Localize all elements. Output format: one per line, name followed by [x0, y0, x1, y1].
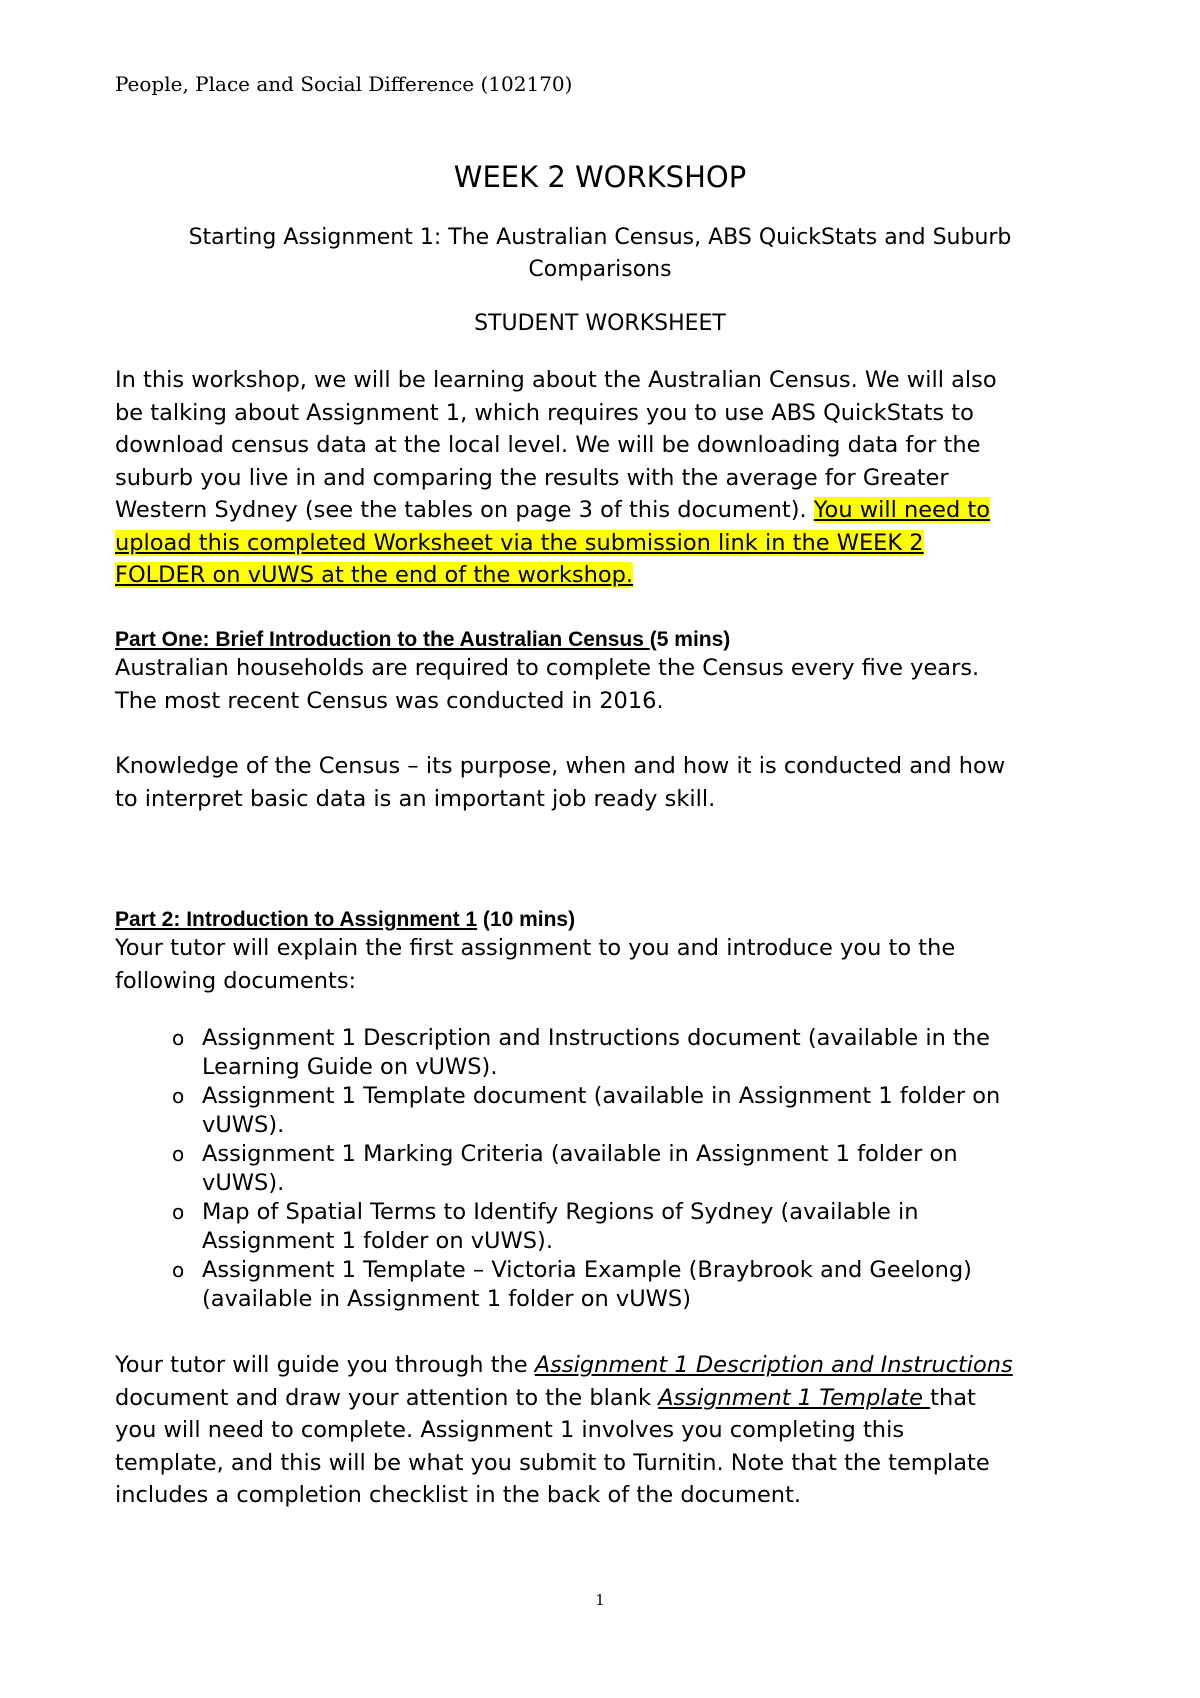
list-item-line-1: Assignment 1 Template – Victoria Example (Braybrook and Geelong)	[202, 1257, 972, 1283]
intro-line-6	[115, 527, 1095, 560]
part-two-heading	[115, 906, 575, 934]
tutor-guide-paragraph	[115, 1349, 1095, 1512]
submission-instruction-highlight-1: You will need to	[813, 497, 991, 523]
intro-paragraph	[115, 364, 1095, 592]
part-one-p1-line-1: Australian households are required to complete the Census every five years.	[115, 655, 980, 681]
worksheet-label: STUDENT WORKSHEET	[474, 311, 726, 336]
guide-line-2	[115, 1382, 1095, 1415]
list-item	[172, 1198, 1102, 1256]
part-one-heading-duration: (5 mins)	[649, 628, 731, 651]
assignment-description-reference: Assignment 1 Description and Instructions	[534, 1352, 1013, 1378]
bullet-circle-icon: o	[172, 1026, 185, 1050]
bullet-circle-icon: o	[172, 1142, 185, 1166]
guide-line-2-tail: that	[930, 1384, 976, 1411]
list-item-line-2: Assignment 1 folder on vUWS).	[202, 1228, 553, 1254]
part-one-p2-line-2: to interpret basic data is an important job ready skill.	[115, 785, 716, 812]
list-item	[172, 1024, 1102, 1082]
list-item-line-2: Learning Guide on vUWS).	[202, 1054, 498, 1080]
part-two-p1-line-2: following documents:	[115, 967, 357, 994]
guide-line-5: includes a completion checklist in the back of the document.	[115, 1482, 802, 1508]
part-one-p2-line-1: Knowledge of the Census – its purpose, when and how it is conducted and how	[115, 753, 1006, 779]
part-two-heading-title: Part 2: Introduction to Assignment 1	[115, 908, 478, 931]
submission-instruction-highlight-2: upload this completed Worksheet via the submission link in the WEEK 2	[115, 529, 924, 556]
guide-line-2-text: document and draw your attention to the blank	[115, 1384, 659, 1411]
list-item-line-2: vUWS).	[202, 1112, 285, 1138]
page-number: 1	[595, 1591, 605, 1609]
intro-line-1: In this workshop, we will be learning about the Australian Census. We will also	[115, 367, 997, 393]
part-one-p1-line-2: The most recent Census was conducted in 2016.	[115, 687, 664, 714]
intro-line-4: suburb you live in and comparing the results with the average for Greater	[115, 464, 949, 491]
guide-line-3: you will need to complete. Assignment 1 involves you completing this	[115, 1417, 905, 1443]
guide-line-1	[115, 1349, 1095, 1382]
part-two-paragraph-1	[115, 932, 1095, 997]
intro-line-2: be talking about Assignment 1, which requires you to use ABS QuickStats to	[115, 399, 974, 426]
submission-instruction-highlight-3: FOLDER on vUWS at the end of the workshop.	[115, 562, 634, 588]
intro-line-5-text: Western Sydney (see the tables on page 3 of this document).	[115, 497, 814, 523]
assignment-template-reference: Assignment 1 Template	[658, 1384, 931, 1411]
bullet-circle-icon: o	[172, 1258, 185, 1282]
guide-line-1-text: Your tutor will guide you through the	[115, 1352, 535, 1378]
subtitle-line-1: Starting Assignment 1: The Australian Census, ABS QuickStats and Suburb	[188, 225, 1012, 250]
part-two-heading-duration: (10 mins)	[477, 908, 576, 931]
intro-line-3: download census data at the local level. We will be downloading data for the	[115, 432, 981, 458]
subtitle-line-2: Comparisons	[528, 257, 672, 282]
part-one-heading-title: Part One: Brief Introduction to the Australian Census	[115, 628, 650, 651]
page-subtitle	[0, 222, 1200, 286]
list-item-line-1: Map of Spatial Terms to Identify Regions of Sydney (available in	[202, 1199, 919, 1225]
list-item	[172, 1256, 1102, 1314]
list-item-line-1: Assignment 1 Description and Instructions document (available in the	[202, 1025, 990, 1051]
documents-list	[172, 1024, 1102, 1314]
guide-line-4: template, and this will be what you submit to Turnitin. Note that the template	[115, 1449, 990, 1476]
page-title: WEEK 2 WORKSHOP	[453, 160, 747, 194]
bullet-circle-icon: o	[172, 1084, 185, 1108]
list-item	[172, 1082, 1102, 1140]
intro-line-7	[115, 559, 1095, 592]
part-one-paragraph-1	[115, 652, 1095, 717]
list-item-line-1: Assignment 1 Template document (available in Assignment 1 folder on	[202, 1083, 1001, 1109]
part-two-p1-line-1: Your tutor will explain the first assignment to you and introduce you to the	[115, 935, 956, 961]
bullet-circle-icon: o	[172, 1200, 185, 1224]
list-item-line-1: Assignment 1 Marking Criteria (available in Assignment 1 folder on	[202, 1141, 958, 1167]
intro-line-5	[115, 494, 1095, 527]
list-item-line-2: vUWS).	[202, 1170, 285, 1196]
part-one-heading	[115, 626, 730, 654]
running-header: People, Place and Social Difference (102170)	[115, 72, 573, 96]
part-one-paragraph-2	[115, 750, 1095, 815]
list-item-line-2: (available in Assignment 1 folder on vUWS)	[202, 1286, 691, 1312]
list-item	[172, 1140, 1102, 1198]
